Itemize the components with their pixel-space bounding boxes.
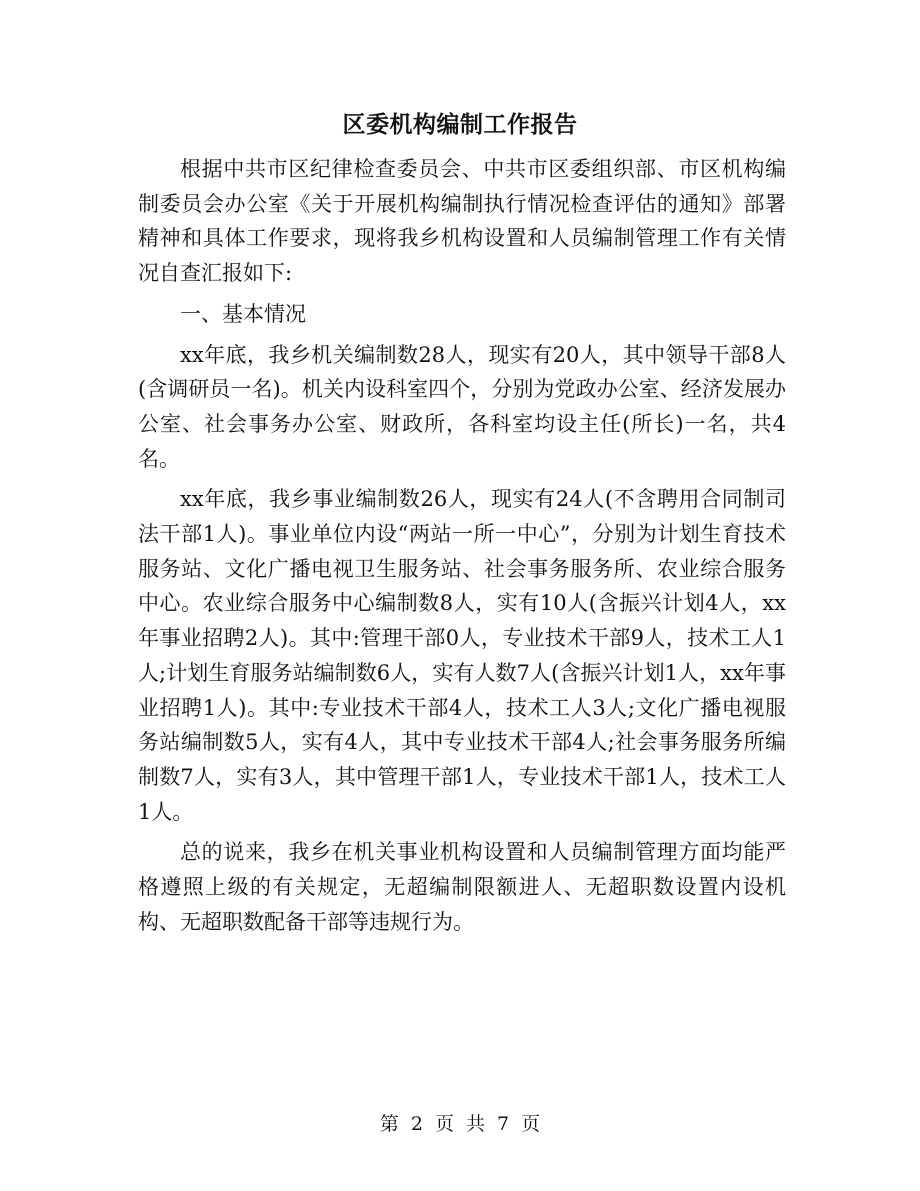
- paragraph-institution-staffing: xx年底，我乡事业编制数26人，现实有24人(不含聘用合同制司法干部1人)。事业单位内设“两站一所一中心”，分别为计划生育技术服务站、文化广播电视卫生服务站、社会事务服务所、农业综合服务中心。农业综合服务中心编制数8人，实有10人(含振兴计划4人，xx年事业招聘2人)。其中:管理干部0人，专业技术干部9人，技术工人1人;计划生育服务站编制数6人，实有人数7人(含振兴计划1人，xx年事业招聘1人)。其中:专业技术干部4人，技术工人3人;文化广播电视服务站编制数5人，实有4人，其中专业技术干部4人;社会事务服务所编制数7人，实有3人，其中管理干部1人，专业技术干部1人，技术工人1人。: [138, 487, 786, 824]
- paragraph-summary: 总的说来，我乡在机关事业机构设置和人员编制管理方面均能严格遵照上级的有关规定，无超编制限额进人、无超职数设置内设机构、无超职数配备干部等违规行为。: [138, 840, 786, 934]
- section-heading-basic-situation: 一、基本情况: [180, 301, 306, 326]
- document-title: 区委机构编制工作报告: [342, 111, 578, 138]
- paragraph-agency-staffing: xx年底，我乡机关编制数28人，现实有20人，其中领导干部8人(含调研员一名)。机关内设科室四个，分别为党政办公室、经济发展办公室、社会事务办公室、财政所，各科室均设主任(所长)一名，共4名。: [138, 342, 786, 471]
- page-number-footer: 第 2 页 共 7 页: [379, 1113, 541, 1135]
- paragraph-intro: 根据中共市区纪律检查委员会、中共市区委组织部、市区机构编制委员会办公室《关于开展机构编制执行情况检查评估的通知》部署精神和具体工作要求，现将我乡机构设置和人员编制管理工作有关情况自查汇报如下:: [138, 157, 786, 286]
- document-body: [138, 152, 786, 939]
